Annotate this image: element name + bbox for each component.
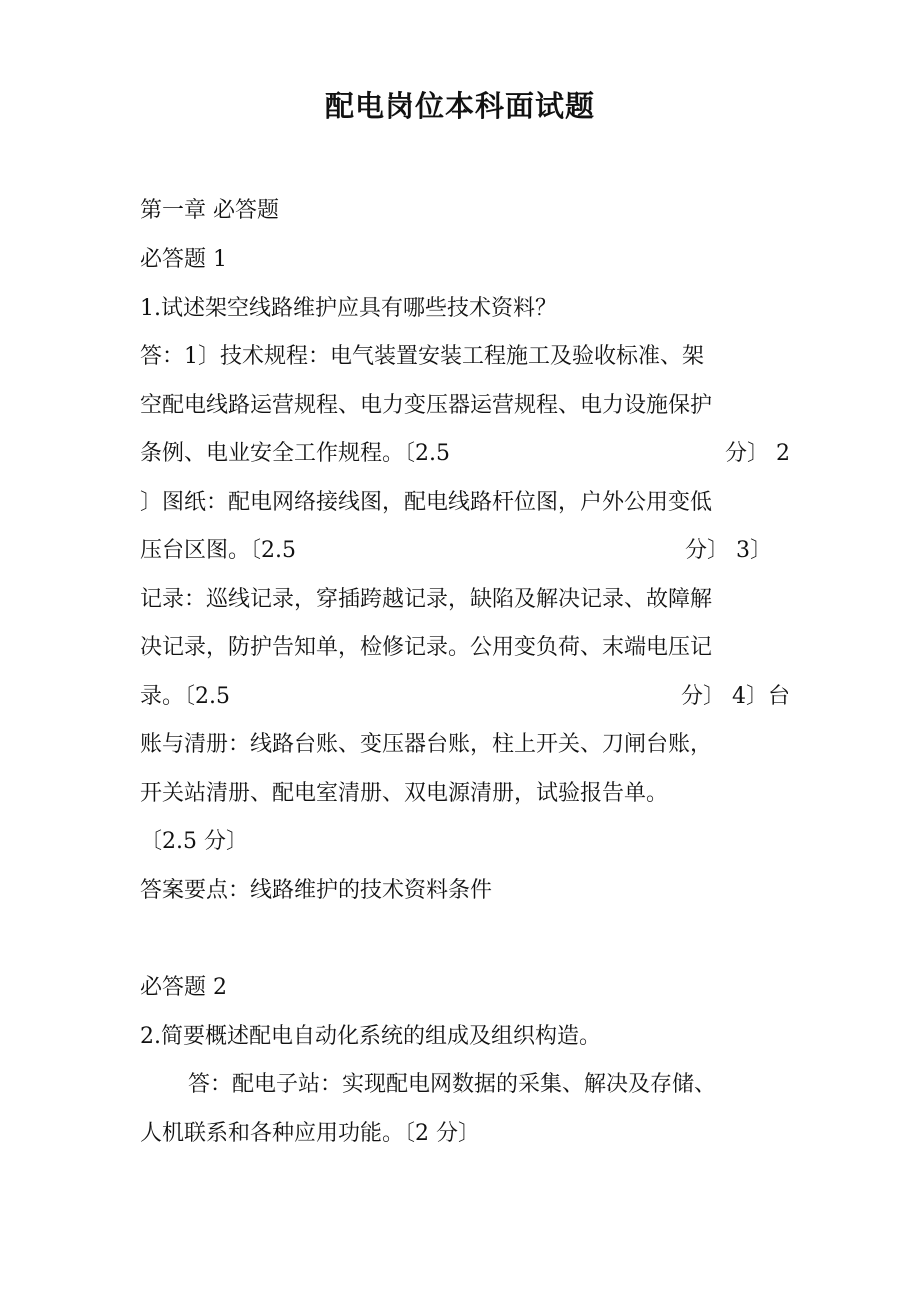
answer-2-line-2: 人机联系和各种应用功能。〔2 分〕 xyxy=(140,1121,480,1146)
answer-1-line-8-left: 录。〔2.5 xyxy=(140,684,230,709)
answer-1-line-3 xyxy=(140,438,790,470)
answer-1-line-9: 账与清册：线路台账、变压器台账，柱上开关、刀闸台账， xyxy=(140,732,713,757)
answer-1-line-5 xyxy=(140,535,772,567)
answer-1-line-5-left: 压台区图。〔2.5 xyxy=(140,538,296,563)
answer-1-line-11: 〔2.5 分〕 xyxy=(140,829,248,854)
answer-1-line-7: 决记录，防护告知单，检修记录。公用变负荷、末端电压记 xyxy=(140,635,713,660)
document-title: 配电岗位本科面试题 xyxy=(324,89,595,123)
question-1-text: 1.试述架空线路维护应具有哪些技术资料？ xyxy=(140,296,557,321)
chapter-heading: 第一章 必答题 xyxy=(140,198,279,223)
question-1-heading: 必答题 1 xyxy=(140,247,227,272)
answer-1-line-3-left: 条例、电业安全工作规程。〔2.5 xyxy=(140,441,450,466)
question-2-text: 2.简要概述配电自动化系统的组成及组织构造。 xyxy=(140,1024,601,1049)
answer-1-line-10: 开关站清册、配电室清册、双电源清册，试验报告单。 xyxy=(140,781,669,806)
answer-1-line-4: 〕图纸：配电网络接线图，配电线路杆位图，户外公用变低 xyxy=(140,490,713,515)
answer-2-line-1: 答：配电子站：实现配电网数据的采集、解决及存储、 xyxy=(188,1072,717,1097)
question-2-heading: 必答题 2 xyxy=(140,975,227,1000)
answer-1-line-8-right: 分〕 4〕台 xyxy=(681,684,790,709)
answer-1-key-points: 答案要点：线路维护的技术资料条件 xyxy=(140,878,493,903)
answer-1-line-1: 答：1〕技术规程：电气装置安装工程施工及验收标准、架 xyxy=(140,344,704,369)
answer-1-line-8 xyxy=(140,681,790,713)
answer-1-line-3-right: 分〕 2 xyxy=(725,441,790,466)
answer-1-line-5-right: 分〕 3〕 xyxy=(685,538,772,563)
answer-1-line-2: 空配电线路运营规程、电力变压器运营规程、电力设施保护 xyxy=(140,393,713,418)
answer-1-line-6: 记录：巡线记录，穿插跨越记录，缺陷及解决记录、故障解 xyxy=(140,587,713,612)
